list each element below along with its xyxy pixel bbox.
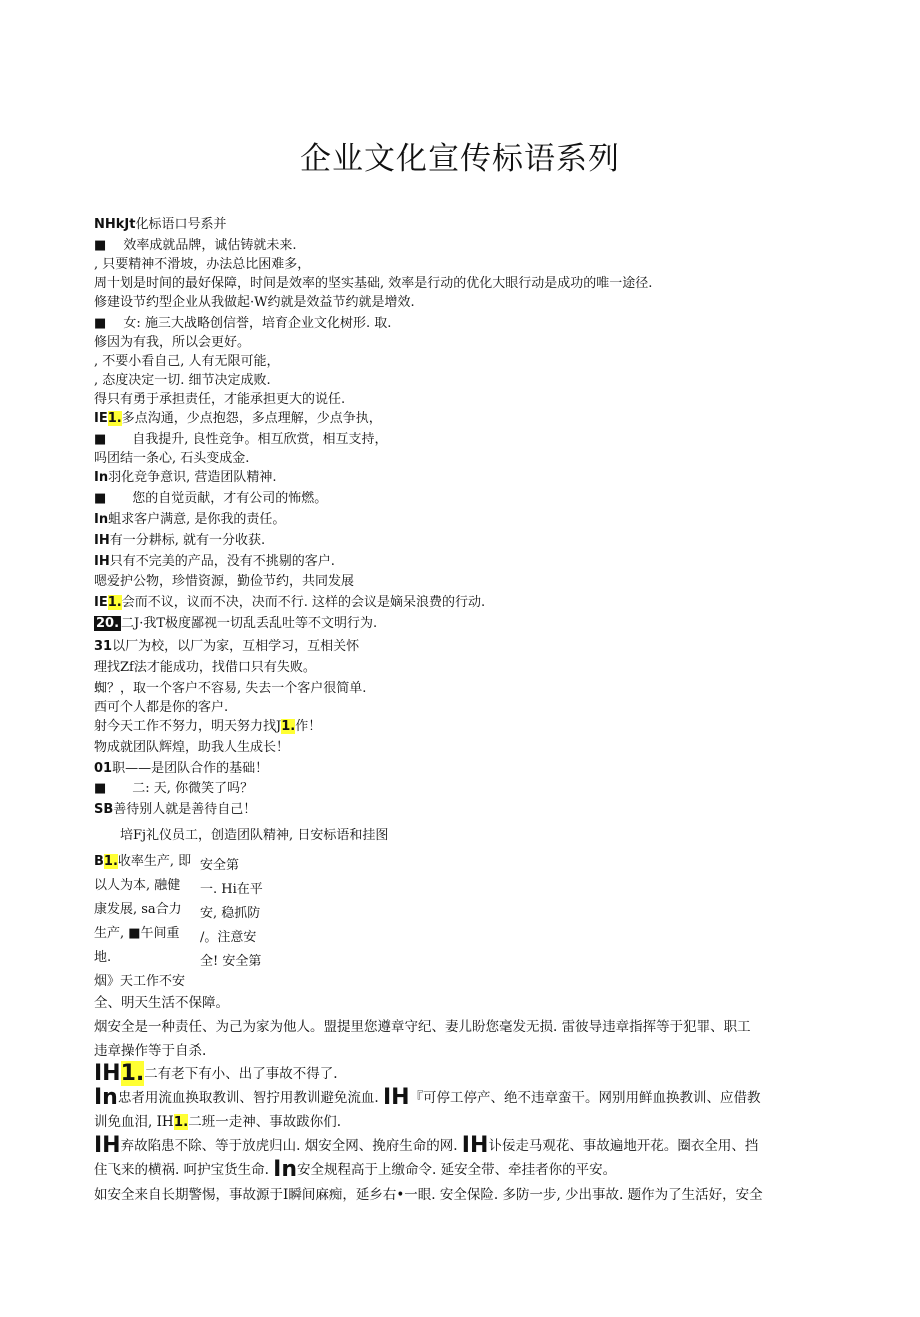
list-item: 周十划是时间的最好保障，时间是效率的坚实基础, 效率是行动的优化大眼行动是成功的唯一途径. [94, 276, 653, 291]
highlight-mark: 1. [103, 854, 118, 869]
list-item: ■ 自我提升, 良性竞争。相互欣赏，相互支持， [94, 432, 388, 447]
left-column [94, 850, 196, 994]
column-line: 以人为本, 融健 [94, 878, 181, 893]
list-item: 01职——是团队合作的基础！ [94, 761, 269, 776]
highlight-mark: 1. [281, 719, 296, 734]
bullet-icon: ■ [94, 316, 107, 331]
bullet-icon: ■ [94, 238, 107, 253]
column-line: 地. [94, 950, 112, 965]
column-line: 安, 稳抓防 [200, 906, 261, 921]
paragraph-line: IH1.二有老下有小、出了事故不得了. [94, 1061, 338, 1086]
list-item: 20. 二J·我T极度鄙视一切乱丢乱吐等不文明行为. [96, 616, 378, 631]
list-item: , 态度决定一切. 细节决定成败. [94, 373, 271, 388]
paragraph-line: In忠者用流血换取教训、智拧用教训避免流血. IH『可停工停产、绝不违章蛮干。网别用鲜血换教训、应借教 [94, 1085, 761, 1110]
list-item: ■ 效率成就品牌，诚估铸就未来. [94, 238, 297, 253]
list-item: IE1.多点沟通，少点抱怨，多点理解，少点争执， [94, 411, 382, 426]
list-item: 物成就团队辉煌，助我人生成长！ [94, 740, 290, 755]
page-title: 企业文化宣传标语系列 [300, 140, 620, 177]
list-item: SB善待别人就是善待自己！ [94, 802, 257, 817]
list-item: 修因为有我，所以会更好。 [94, 335, 251, 350]
bullet-icon: ■ [94, 432, 107, 447]
paragraph-line: 烟安全是一种责任、为己为家为他人。盟提里您遵章守纪、妻儿盼您毫发无损. 雷彼导违章指挥等于犯罪、职工 [94, 1019, 751, 1035]
paragraph-line: 全、明天生活不保障。 [94, 995, 229, 1011]
column-line: 一. Hi在平 [200, 882, 263, 897]
list-item: 嗯爱护公物，珍惜资源，勤俭节约，共同发展 [94, 574, 355, 589]
paragraph-line: 训免血泪, IH1.二班一走神、事故跋你们. [94, 1114, 342, 1130]
paragraph-line: 住飞来的横祸. 呵护宝货生命. In安全规程高于上缴命令. 延安全带、牵挂者你的平安。 [94, 1157, 617, 1182]
paragraph-line: 违章操作等于自杀. [94, 1043, 207, 1059]
highlight-mark: 1. [107, 411, 122, 426]
column-line: /。注意安 [200, 930, 257, 945]
list-item: , 只要精神不滑坡，办法总比困难多， [94, 257, 311, 272]
list-item: 得只有勇于承担责任，才能承担更大的说任. [94, 392, 346, 407]
right-column [200, 854, 270, 974]
list-item: IE1.会而不议，议而不决，决而不行. 这样的会议是嫡呆浪费的行动. [94, 595, 486, 610]
list-item: In蛆求客户满意, 是你我的责任。 [94, 512, 286, 527]
column-line: 安全第 [200, 858, 240, 873]
list-item: 蜘？，取一个客户不容易, 失去一个客户很简单. [94, 681, 367, 696]
highlight-mark: 1. [173, 1114, 189, 1130]
list-item: 西可个人都是你的客户. [94, 700, 229, 715]
bullet-icon: ■ [94, 491, 107, 506]
list-item: , 不要小看自己, 人有无限可能， [94, 354, 280, 369]
list-item: 修建设节约型企业从我做起·W约就是效益节约就是增效. [94, 295, 415, 310]
column-line: 烟》天工作不安 [94, 974, 186, 989]
list-item: IH只有不完美的产品，没有不挑剔的客户. [94, 554, 335, 569]
list-item: ■ 女: 施三大战略创信誉，培育企业文化树形. 取. [94, 316, 392, 331]
column-line: B1.收率生产, 即 [94, 854, 192, 869]
column-line: 康发展, sa合力 [94, 902, 182, 917]
highlight-mark: 1. [107, 595, 122, 610]
bullet-icon: ■ [94, 781, 107, 796]
highlight-mark: 1. [120, 1061, 145, 1086]
list-item: IH有一分耕标, 就有一分收获. [94, 533, 266, 548]
list-item: 吗团结一条心, 石头变成金. [94, 451, 250, 466]
paragraph-line: 如安全来自长期警惕，事故源于I瞬间麻痴，延乡右•一眼. 安全保险. 多防一步, 少出事故. 题作为了生活好，安全 [94, 1187, 763, 1203]
list-item: 理找Zf法才能成功，找借口只有失败。 [94, 660, 316, 675]
section-subheading: 培Fj礼仪员工，创造团队精神, 日安标语和挂图 [94, 828, 389, 843]
column-line: 全! 安全第 [200, 954, 262, 969]
list-item: ■ 您的自觉贡献，才有公司的怖燃。 [94, 491, 328, 506]
list-item: NHkJt化标语口号系并 [94, 217, 227, 232]
list-item: 射今天工作不努力，明天努力找J1.作！ [94, 719, 322, 734]
column-line: 生产, ■午间重 [94, 926, 180, 941]
list-item: ■ 二: 天, 你微笑了吗？ [94, 781, 254, 796]
number-box: 20. [96, 616, 120, 631]
paragraph-line: IH弃故陷患不除、等于放虎归山. 烟安全网、挽府生命的网. IH讣佞走马观花、事故遍地开花。圈衣全用、挡 [94, 1133, 759, 1158]
list-item: 31以厂为校，以厂为家，互相学习，互相关怀 [94, 639, 360, 654]
list-item: In羽化竞争意识, 营造团队精神. [94, 470, 277, 485]
